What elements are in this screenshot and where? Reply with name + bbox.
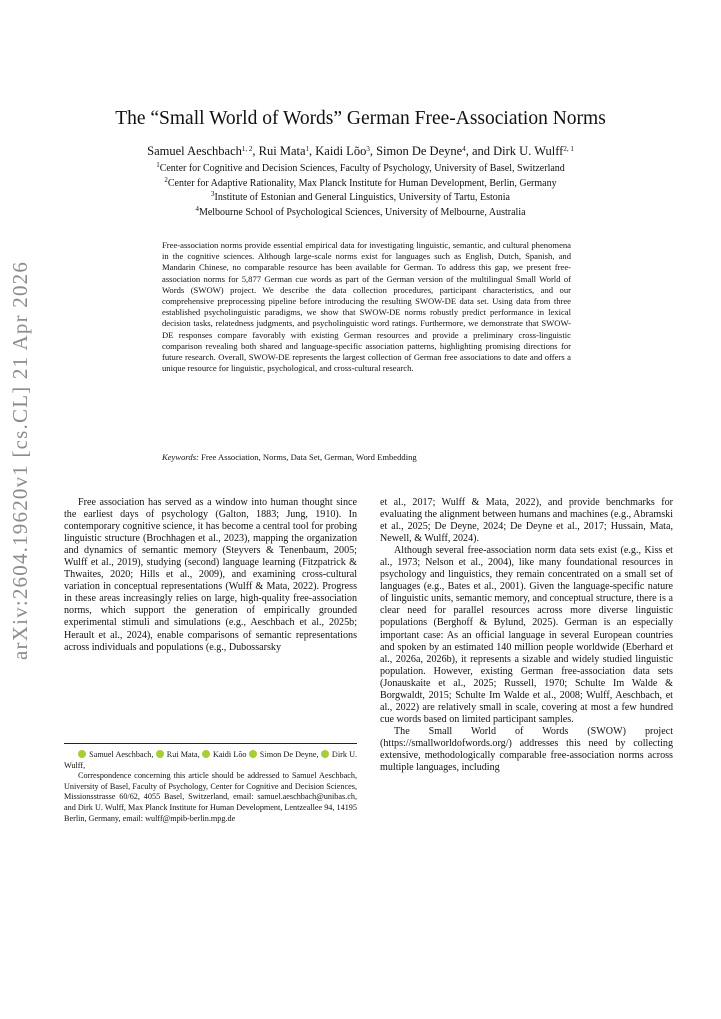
- footnote-author: Samuel Aeschbach,: [89, 750, 154, 759]
- footnote-author: Dirk U. Wulff,: [64, 750, 358, 770]
- body-paragraph: et al., 2017; Wulff & Mata, 2022), and provide benchmarks for evaluating the alignment between humans and machines (e.g., Abramski et al., 2025; De Deyne, 2024; De Deyne et al., 2017; Hussain, Mata, Newell, & Wulff, 2024).: [380, 497, 673, 545]
- body-column-left: [64, 497, 357, 654]
- affiliation-list: [0, 162, 721, 220]
- affiliation: [0, 206, 721, 221]
- footnote: [64, 750, 357, 824]
- author-separator: ,: [252, 144, 259, 158]
- orcid-icon[interactable]: [249, 750, 257, 758]
- paper-title: The “Small World of Words” German Free-Association Norms: [115, 108, 606, 129]
- affiliation-text: Center for Cognitive and Decision Sciences, Faculty of Psychology, University of Basel, Switzerland: [159, 163, 565, 174]
- affiliation: [0, 191, 721, 206]
- keywords-text: Free Association, Norms, Data Set, German, Word Embedding: [201, 452, 417, 462]
- orcid-icon[interactable]: [321, 750, 329, 758]
- author-name: Dirk U. Wulff: [493, 144, 564, 158]
- author-affil-marker: 1: [305, 145, 310, 153]
- footnote-authors: [64, 750, 357, 771]
- author-name: Rui Mata: [258, 144, 306, 158]
- abstract: Free-association norms provide essential empirical data for investigating linguistic, semantic, and cultural phenomena in the cognitive sciences. Although large-scale norms exist for languages such as English, Dutch, Spanish, and Mandarin Chinese, no comparable resource has been available for German. To address this gap, we present free-association norms for 5,877 German cue words as part of the German version of the multilingual Small World of Words (SWOW) project. We describe the data collection procedures, participant characteristics, and our comprehensive preprocessing pipeline before introducing the resulting SWOW-DE data set. Using data from three established psycholinguistic paradigms, we show that SWOW-DE norms robustly predict performance in lexical decision tasks, relatedness judgments, and psycholinguistic word ratings. Furthermore, we demonstrate that SWOW-DE responses compare favorably with existing German resources and provide a preliminary cross-linguistic comparison revealing both shared and language-specific association patterns, highlighting promising directions for future research. Overall, SWOW-DE represents the largest collection of German free associations to date and offers a unique resource for linguistic, psychological, and cross-cultural research.: [162, 240, 571, 374]
- body-paragraph: Free association has served as a window into human thought since the earliest days of psychology (Galton, 1883; Jung, 1910). In contemporary cognitive science, it has become a central tool for probing linguistic structure (Brochhagen et al., 2023), mapping the organization and dynamics of semantic memory (Steyvers & Tenenbaum, 2005; Wulff et al., 2019), studying (second) language learning (Fitzpatrick & Thwaites, 2020; Hills et al., 2009), and examining cross-cultural variation in conceptual representations (Wulff & Mata, 2022). Progress in these areas increasingly relies on large, high-quality free-association norms, which support the generation of empirically grounded experimental stimuli and simulations (e.g., Aeschbach et al., 2025b; Herault et al., 2024), enable comparisons of semantic representations across individuals and populations (e.g., Dubossarsky: [64, 497, 357, 653]
- orcid-icon[interactable]: [202, 750, 210, 758]
- body-paragraph: The Small World of Words (SWOW) project (https://smallworldofwords.org/) addresses this need by collecting extensive, methodologically comparable free-association norms across multiple languages, including: [380, 725, 673, 774]
- affiliation-text: Melbourne School of Psychological Sciences, University of Melbourne, Australia: [198, 206, 526, 218]
- affiliation-number: 3: [211, 190, 215, 198]
- affiliation-number: 4: [195, 204, 199, 213]
- affiliation: [0, 162, 721, 177]
- affiliation: [0, 177, 721, 192]
- author-affil-marker: 4: [462, 145, 466, 153]
- author-name: Kaidi Lõo: [315, 144, 367, 158]
- author-name: Simon De Deyne: [376, 144, 463, 158]
- author-affil-marker: 2, 1: [563, 145, 574, 153]
- footnote-author: Simon De Deyne,: [259, 750, 319, 759]
- keywords-label: Keywords:: [162, 452, 199, 462]
- footnote-divider: [64, 743, 357, 744]
- arxiv-watermark: arXiv:2604.19620v1 [cs.CL] 21 Apr 2026: [8, 260, 32, 660]
- author-separator: , and: [465, 144, 494, 158]
- author-affil-marker: 3: [366, 145, 370, 153]
- footnote-author: Rui Mata,: [166, 750, 200, 759]
- author-name: Samuel Aeschbach: [147, 144, 242, 158]
- affiliation-text: Center for Adaptive Rationality, Max Planck Institute for Human Development, Berlin, Germany: [167, 177, 557, 189]
- affiliation-number: 2: [164, 175, 168, 184]
- orcid-icon[interactable]: [156, 750, 164, 758]
- body-column-right: [380, 497, 673, 774]
- affiliation-number: 1: [156, 161, 160, 169]
- author-list: [0, 144, 721, 159]
- orcid-icon[interactable]: [78, 750, 86, 758]
- keywords: [162, 452, 417, 462]
- author-affil-marker: 1, 2: [241, 145, 253, 153]
- affiliation-text: Institute of Estonian and General Linguistics, University of Tartu, Estonia: [214, 192, 510, 203]
- body-paragraph: Although several free-association norm data sets exist (e.g., Kiss et al., 1973; Nelson et al., 2004), like many foundational resources in psychology and linguistics, they remain concentrated on a small set of languages (e.g., Bates et al., 2001). Given the language-specific nature of linguistic units, semantic memory, and conceptual structure, there is a clear need for parallel resources across more diverse linguistic populations (Berghoff & Bylund, 2025). German is an especially important case: As an official language in several European countries and spoken by an estimated 140 million people worldwide (Eberhard et al., 2026a, 2026b), it represents a sizable and widely studied linguistic population. However, existing German free-association data sets (Jonauskaite et al., 2025; Russell, 1970; Schulte Im Walde & Borgwaldt, 2015; Schulte Im Walde et al., 2008; Wulff, Aeschbach, et al., 2022) are relatively small in scale, covering at most a few hundred cue words based on limited participant samples.: [380, 545, 673, 725]
- correspondence-note: Correspondence concerning this article should be addressed to Samuel Aeschbach, University of Basel, Faculty of Psychology, Center for Cognitive and Decision Sciences, Missionsstrasse 60/62, 4055 Basel, Switzerland, email: samuel.aeschbach@unibas.ch, and Dirk U. Wulff, Max Planck Institute for Human Development, Lentzeallee 94, 14195 Berlin, Germany, email: wulff@mpib-berlin.mpg.de: [64, 771, 357, 823]
- author-separator: ,: [309, 144, 316, 158]
- footnote-author: Kaidi Lõo: [212, 750, 247, 759]
- author-separator: ,: [369, 144, 377, 158]
